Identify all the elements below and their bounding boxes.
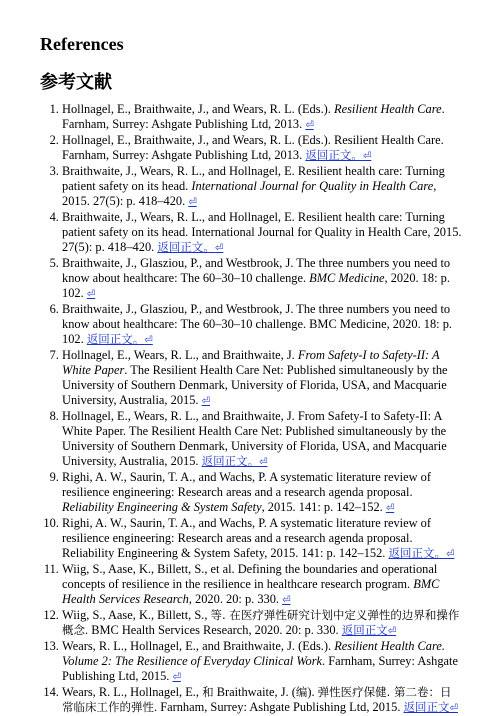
return-link-icon[interactable]: ⏎ (86, 289, 96, 300)
reference-text: Wiig, S., Aase, K., Billett, S., et al. Defining the boundaries and operational concepts of resilience in the resilience in healthcare research program. (62, 562, 438, 591)
return-link-icon[interactable]: ⏎ (188, 197, 197, 208)
reference-text: Braithwaite, J., Wears, R. L., and Hollnagel, E. Resilient health care: Turning patient safety on its head. International Journal for Quality in Health Care, 2015. 27(5): p. 418–420. (62, 210, 462, 254)
back-to-text-link[interactable]: 返回正文。⏎ (86, 332, 153, 346)
reference-text: . Farnham, Surrey: Ashgate Publishing Ltd, 2013. (62, 102, 445, 131)
reference-text: Braithwaite, J., Glasziou, P., and Westbrook, J. The three numbers you need to know about healthcare: The 60–30–10 challenge. BMC Medicine, 2020. 18: p. 102. (62, 302, 452, 346)
references-heading-chinese: 参考文献 (40, 72, 112, 93)
reference-title-chinese: 弹性医疗保健. 第二卷：日常临床工作的弹性 (62, 685, 452, 714)
reference-text: , 2020. 20: p. 330. (188, 592, 283, 606)
reference-item (62, 256, 462, 302)
back-to-text-link[interactable]: 返回正文。⏎ (157, 240, 224, 254)
return-icon: ⏎ (362, 151, 372, 162)
return-icon: ⏎ (214, 243, 224, 254)
return-link-icon[interactable]: ⏎ (172, 672, 181, 683)
return-link-icon[interactable]: ⏎ (282, 595, 291, 606)
reference-item (62, 470, 462, 516)
back-to-text-link[interactable]: 返回正文。⏎ (388, 546, 455, 560)
reference-item (62, 164, 462, 210)
reference-item (62, 562, 462, 608)
return-icon: ⏎ (449, 703, 458, 714)
reference-text: ). (307, 685, 318, 699)
reference-text: Hollnagel, E., Braithwaite, J., and Wears, R. L. (Eds.). (62, 102, 334, 116)
reference-text: Wears, R. L., Hollnagel, E., (62, 685, 203, 699)
reference-text: . Farnham, Surrey: Ashgate Publishing Ltd, 2015. (154, 700, 404, 714)
reference-title: International Journal for Quality in Health Care (191, 179, 434, 193)
reference-text-chinese: 编 (295, 685, 308, 699)
reference-item (62, 102, 462, 133)
reference-item (62, 409, 462, 470)
reference-text: Hollnagel, E., Wears, R. L., and Braithwaite, J. (62, 348, 298, 362)
reference-text: Righi, A. W., Saurin, T. A., and Wachs, P. A systematic literature review of resilience engineering: Research areas and a research agenda proposal. (62, 470, 431, 499)
reference-text: . Farnham, Surrey: Ashgate Publishing Ltd, 2015. (62, 654, 458, 683)
back-to-text-link[interactable]: 返回正文。⏎ (201, 454, 268, 468)
back-to-text-link[interactable]: 返回正文。⏎ (305, 148, 372, 162)
reference-title: BMC Medicine (309, 271, 385, 285)
return-link-icon[interactable]: ⏎ (305, 120, 314, 131)
reference-text: . BMC Health Services Research, 2020. 20: p. 330. (85, 623, 342, 637)
return-link-icon[interactable]: ⏎ (385, 503, 395, 514)
reference-title: Reliability Engineering & System Safety (62, 500, 262, 514)
return-icon: ⏎ (387, 626, 397, 637)
reference-text: . The Resilient Health Care Net: Published simultaneously by the University of Southern Denmark, University of Florida, USA, and Macquarie University, Australia, 2015. (62, 363, 448, 407)
reference-item (62, 210, 462, 256)
back-to-text-link[interactable]: 返回正文⏎ (403, 700, 458, 714)
reference-item (62, 302, 462, 348)
reference-item (62, 685, 462, 716)
reference-item (62, 639, 462, 685)
reference-text: , 2015. 27(5): p. 418–420. (62, 179, 437, 208)
reference-title: Resilient Health Care. Volume 2: The Resilience of Everyday Clinical Work (62, 639, 445, 668)
return-icon: ⏎ (445, 549, 455, 560)
reference-text: Braithwaite, J., Wears, R. L., and Hollnagel, E. Resilient health care: Turning patient safety on its head. (62, 164, 445, 193)
return-icon: ⏎ (144, 335, 153, 346)
reference-text: , 2015. 141: p. 142–152. (261, 500, 386, 514)
reference-item (62, 348, 462, 409)
reference-item (62, 133, 462, 164)
reference-title: BMC Health Services Research (62, 577, 440, 606)
reference-title: From Safety-I to Safety-II: A White Paper (62, 348, 440, 377)
reference-text: Braithwaite, J. ( (213, 685, 296, 699)
reference-text: , 2020. 18: p. 102. (62, 271, 450, 300)
back-to-text-link[interactable]: 返回正文⏎ (341, 623, 397, 637)
reference-text: Braithwaite, J., Glasziou, P., and Westbrook, J. The three numbers you need to know about healthcare: The 60–30–10 challenge. (62, 256, 451, 285)
reference-title-chinese: 等. 在医疗弹性研究计划中定义弹性的边界和操作概念 (62, 608, 460, 637)
reference-list (0, 102, 462, 716)
reference-item (62, 516, 462, 562)
reference-text: Righi, A. W., Saurin, T. A., and Wachs, P. A systematic literature review of resilience engineering: Research areas and a research agenda proposal. Reliability Engineering & System Safety, 2015. 141: p. 142–152. (62, 516, 431, 560)
return-link-icon[interactable]: ⏎ (201, 396, 210, 407)
reference-text: Wiig, S., Aase, K., Billett, S., (62, 608, 211, 622)
reference-title: Resilient Health Care (334, 102, 442, 116)
references-heading: References (40, 34, 124, 54)
return-icon: ⏎ (259, 457, 268, 468)
reference-item (62, 608, 462, 639)
reference-text: Hollnagel, E., Braithwaite, J., and Wears, R. L. (Eds.). Resilient Health Care. Farnham, Surrey: Ashgate Publishing Ltd, 2013. (62, 133, 444, 162)
reference-text: Hollnagel, E., Wears, R. L., and Braithwaite, J. From Safety-I to Safety-II: A White Paper. The Resilient Health Care Net: Published simultaneously by the University of Southern Denmark, University of Florida, USA, and Macquarie University, Australia, 2015. (62, 409, 447, 468)
reference-text: Wears, R. L., Hollnagel, E., and Braithwaite, J. (Eds.). (62, 639, 335, 653)
reference-text-chinese: 和 (202, 685, 214, 699)
